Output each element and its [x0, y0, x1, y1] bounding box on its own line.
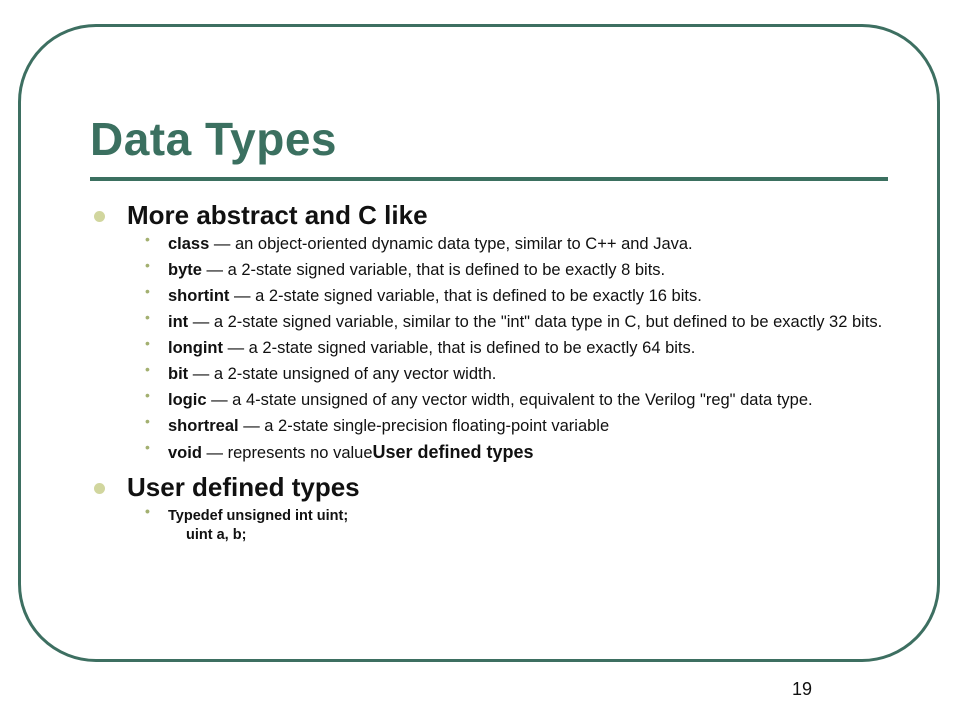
code-example-list: [94, 503, 884, 545]
section-c-like: [94, 198, 884, 463]
list-item: [94, 361, 884, 384]
list-item: [94, 439, 884, 463]
type-keyword: int: [168, 313, 189, 331]
bullet-icon: •: [145, 361, 150, 377]
type-description: — a 2-state signed variable, similar to the "int" data type in C, but defined to be exactly 32 bits.: [188, 313, 883, 331]
list-item: [94, 283, 884, 306]
bullet-dot-icon: [94, 211, 105, 222]
type-description: — an object-oriented dynamic data type, similar to C++ and Java.: [209, 235, 693, 253]
bullet-icon: •: [145, 439, 150, 455]
section-heading: [94, 470, 884, 504]
list-item: [94, 335, 884, 358]
section-heading-text: User defined types: [127, 472, 360, 502]
section-heading: [94, 198, 884, 232]
type-description: — represents no value: [201, 444, 373, 462]
bullet-icon: •: [145, 335, 150, 351]
type-keyword: shortint: [168, 287, 230, 305]
bullet-icon: •: [145, 309, 150, 325]
trailing-bold-text: User defined types: [372, 442, 534, 462]
list-item: [94, 413, 884, 436]
list-item: [94, 503, 884, 545]
type-keyword: void: [168, 444, 202, 462]
type-keyword: logic: [168, 391, 207, 409]
bullet-dot-icon: [94, 483, 105, 494]
type-keyword: class: [168, 235, 210, 253]
slide-content: [94, 198, 884, 552]
bullet-icon: •: [145, 283, 150, 299]
code-line: uint a, b;: [186, 527, 247, 543]
type-description: — a 2-state signed variable, that is defined to be exactly 16 bits.: [229, 287, 702, 305]
type-keyword: longint: [168, 339, 223, 357]
type-description: — a 4-state unsigned of any vector width, equivalent to the Verilog "reg" data type.: [206, 391, 813, 409]
section-user-defined: [94, 470, 884, 545]
type-keyword: shortreal: [168, 417, 239, 435]
page-number: 19: [792, 679, 813, 699]
type-description: — a 2-state single-precision floating-point variable: [238, 417, 610, 435]
bullet-icon: •: [145, 387, 150, 403]
section-heading-text: More abstract and C like: [127, 200, 428, 230]
data-type-list: [94, 231, 884, 463]
slide-title: Data Types: [90, 113, 338, 165]
bullet-icon: •: [145, 257, 150, 273]
list-item: [94, 387, 884, 410]
code-line: Typedef unsigned int uint;: [168, 508, 349, 524]
bullet-icon: •: [145, 413, 150, 429]
list-item: [94, 309, 884, 332]
type-description: — a 2-state signed variable, that is defined to be exactly 8 bits.: [201, 261, 666, 279]
type-description: — a 2-state unsigned of any vector width.: [188, 365, 497, 383]
list-item: [94, 231, 884, 254]
type-keyword: byte: [168, 261, 202, 279]
title-underline: [90, 177, 888, 181]
type-keyword: bit: [168, 365, 189, 383]
bullet-icon: •: [145, 503, 150, 519]
bullet-icon: •: [145, 231, 150, 247]
list-item: [94, 257, 884, 280]
type-description: — a 2-state signed variable, that is defined to be exactly 64 bits.: [222, 339, 696, 357]
